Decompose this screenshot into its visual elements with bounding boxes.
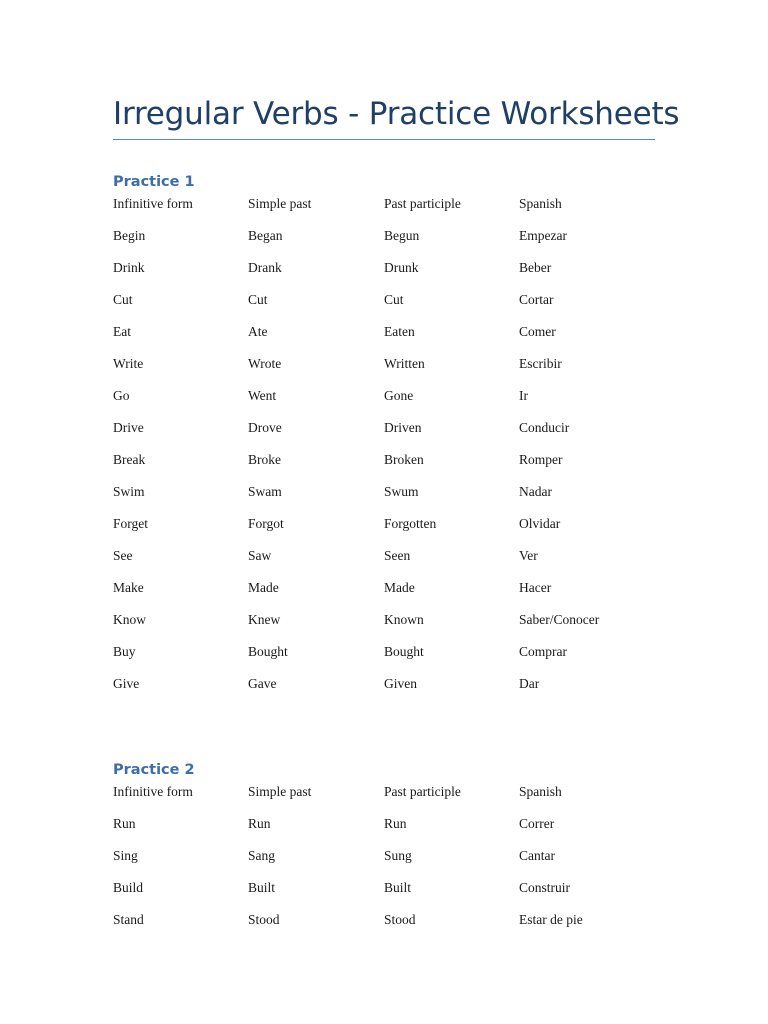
table-row [113,385,655,417]
past-participle-cell: Swum [384,484,419,499]
past-participle-cell: Forgotten [384,516,437,531]
table-row [113,577,655,609]
simple-past-cell: Made [248,580,279,595]
past-participle-cell: Drunk [384,260,419,275]
table-row [113,673,655,705]
simple-past-cell: Knew [248,612,281,627]
simple-past-cell: Went [248,388,277,403]
practice-1-table [113,193,655,705]
simple-past-cell: Swam [248,484,282,499]
simple-past-cell: Ate [248,324,268,339]
simple-past-cell: Bought [248,644,288,659]
past-participle-cell: Cut [384,292,404,307]
past-participle-cell: Bought [384,644,424,659]
simple-past-cell: Began [248,228,283,243]
past-participle-cell: Driven [384,420,422,435]
practice-2-section [113,759,655,941]
title-underline [113,139,655,140]
past-participle-cell: Built [384,880,412,895]
past-participle-cell: Gone [384,388,414,403]
table-row [113,513,655,545]
spanish-cell: Ir [519,388,528,403]
column-header-infinitive: Infinitive form [113,196,193,211]
column-header-simple-past: Simple past [248,196,312,211]
practice-1-rows [113,225,655,705]
infinitive-cell: Write [113,356,144,371]
simple-past-cell: Sang [248,848,275,863]
infinitive-cell: See [113,548,133,563]
infinitive-cell: Know [113,612,146,627]
infinitive-cell: Eat [113,324,131,339]
simple-past-cell: Drank [248,260,282,275]
infinitive-cell: Cut [113,292,133,307]
table-row [113,909,655,941]
spanish-cell: Construir [519,880,571,895]
past-participle-cell: Sung [384,848,412,863]
spanish-cell: Correr [519,816,555,831]
past-participle-cell: Given [384,676,417,691]
table-row [113,321,655,353]
simple-past-cell: Built [248,880,276,895]
column-header-infinitive: Infinitive form [113,784,193,799]
column-header-simple-past: Simple past [248,784,312,799]
infinitive-cell: Break [113,452,146,467]
infinitive-cell: Sing [113,848,138,863]
practice-1-section [113,171,655,705]
infinitive-cell: Make [113,580,144,595]
simple-past-cell: Forgot [248,516,284,531]
spanish-cell: Beber [519,260,552,275]
simple-past-cell: Saw [248,548,272,563]
simple-past-cell: Broke [248,452,281,467]
spanish-cell: Dar [519,676,540,691]
infinitive-cell: Buy [113,644,136,659]
infinitive-cell: Swim [113,484,145,499]
infinitive-cell: Drive [113,420,144,435]
column-header-spanish: Spanish [519,784,562,799]
practice-1-heading: Practice 1 [113,174,195,190]
table-row [113,813,655,845]
column-header-past-participle: Past participle [384,784,461,799]
table-row [113,353,655,385]
simple-past-cell: Wrote [248,356,282,371]
table-row [113,289,655,321]
spanish-cell: Estar de pie [519,912,583,927]
document-title: Irregular Verbs - Practice Worksheets [113,96,680,132]
column-header-spanish: Spanish [519,196,562,211]
spanish-cell: Olvidar [519,516,561,531]
table-header-row [113,781,655,813]
simple-past-cell: Run [248,816,271,831]
table-row [113,545,655,577]
simple-past-cell: Cut [248,292,268,307]
past-participle-cell: Broken [384,452,424,467]
spanish-cell: Empezar [519,228,567,243]
table-row [113,417,655,449]
table-row [113,845,655,877]
spanish-cell: Nadar [519,484,552,499]
spanish-cell: Comer [519,324,556,339]
table-row [113,609,655,641]
spanish-cell: Cortar [519,292,554,307]
practice-2-heading: Practice 2 [113,762,195,778]
spanish-cell: Saber/Conocer [519,612,600,627]
infinitive-cell: Give [113,676,140,691]
table-row [113,225,655,257]
spanish-cell: Romper [519,452,563,467]
past-participle-cell: Made [384,580,415,595]
simple-past-cell: Drove [248,420,282,435]
spanish-cell: Comprar [519,644,567,659]
infinitive-cell: Build [113,880,144,895]
spanish-cell: Cantar [519,848,555,863]
simple-past-cell: Stood [248,912,280,927]
past-participle-cell: Seen [384,548,411,563]
table-row [113,877,655,909]
infinitive-cell: Run [113,816,136,831]
infinitive-cell: Forget [113,516,149,531]
past-participle-cell: Eaten [384,324,415,339]
infinitive-cell: Begin [113,228,146,243]
table-header-row [113,193,655,225]
past-participle-cell: Run [384,816,407,831]
past-participle-cell: Written [384,356,425,371]
infinitive-cell: Drink [113,260,145,275]
practice-2-table [113,781,655,941]
practice-2-rows [113,813,655,941]
spanish-cell: Escribir [519,356,562,371]
table-row [113,257,655,289]
spanish-cell: Conducir [519,420,570,435]
past-participle-cell: Known [384,612,424,627]
table-row [113,449,655,481]
spanish-cell: Hacer [519,580,552,595]
spanish-cell: Ver [519,548,538,563]
table-row [113,481,655,513]
simple-past-cell: Gave [248,676,277,691]
infinitive-cell: Stand [113,912,144,927]
past-participle-cell: Begun [384,228,420,243]
column-header-past-participle: Past participle [384,196,461,211]
infinitive-cell: Go [113,388,130,403]
table-row [113,641,655,673]
past-participle-cell: Stood [384,912,416,927]
